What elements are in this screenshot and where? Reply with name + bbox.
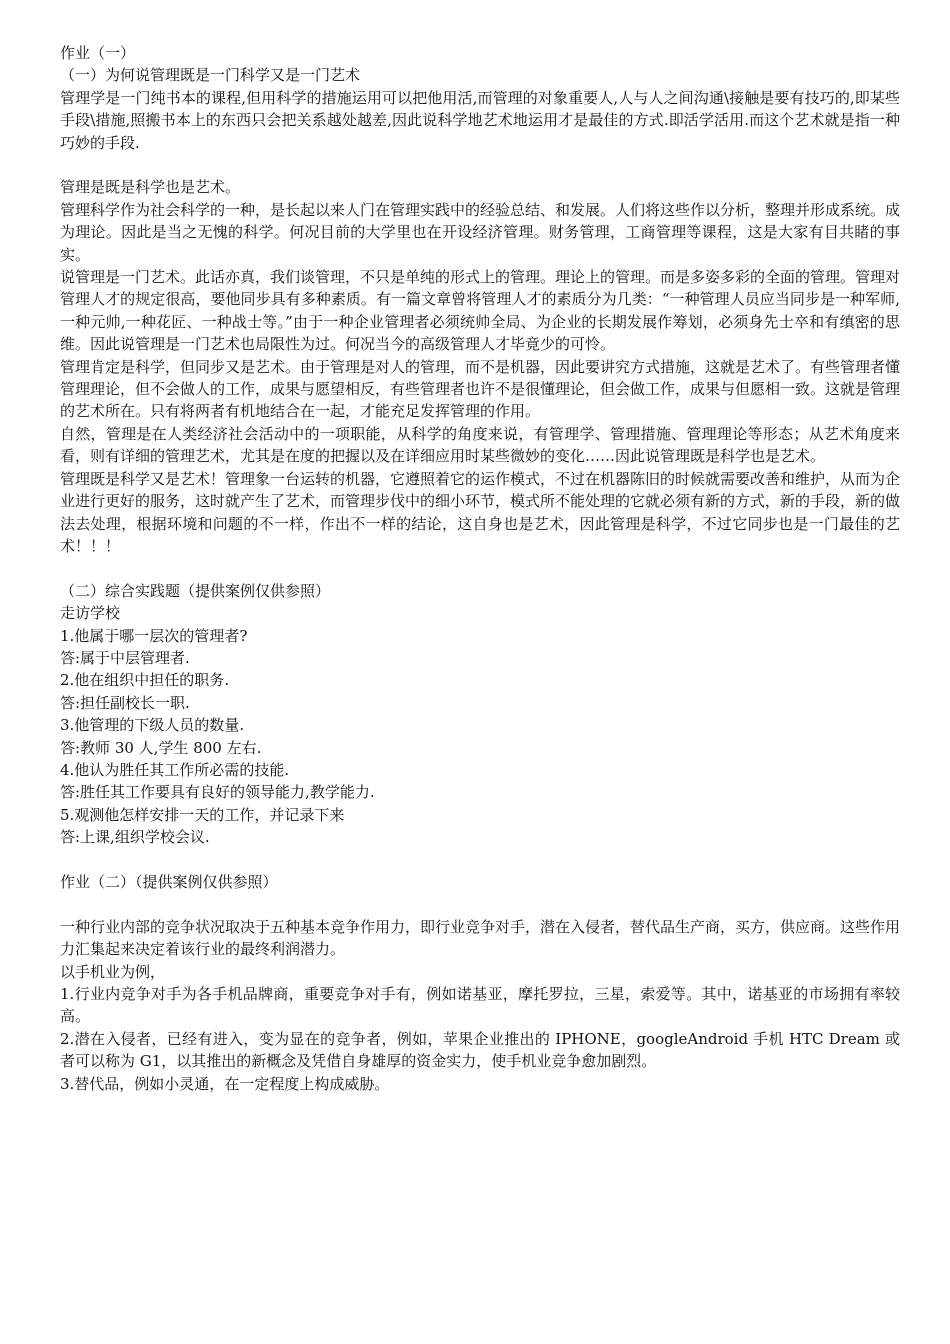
paragraph: 管理既是科学又是艺术！管理象一台运转的机器，它遵照着它的运作模式，不过在机器陈旧的时候就需要改善和维护，从而为企业进行更好的服务，这时就产生了艺术，而管理步伐中的细小环节，模式所不能处理的它就必须有新的方式，新的手段，新的做法去处理，根据环境和问题的不一样，作出不一样的结论，这自身也是艺术，因此管理是科学，不过它同步也是一门最佳的艺术！！！	[60, 469, 901, 555]
blank-line	[60, 154, 900, 176]
paragraph: 以手机业为例，	[60, 962, 166, 981]
homework-2-title: 作业（二）（提供案例仅供参照）	[60, 872, 278, 891]
paragraph: 一种行业内部的竞争状况取决于五种基本竞争作用力，即行业竞争对手，潜在入侵者，替代品生产商，买方，供应商。这些作用力汇集起来决定着该行业的最终利润潜力。	[60, 917, 901, 959]
paragraph: 2.潜在入侵者，已经有进入，变为显在的竞争者，例如，苹果企业推出的 IPHONE，googleAndroid 手机 HTC Dream 或者可以称为 G1，以其推出的新概念及凭借自身雄厚的资金实力，使手机业竞争愈加剧烈。	[60, 1029, 900, 1071]
homework-1-title: 作业（一）	[60, 44, 136, 62]
question-1-heading: （一）为何说管理既是一门科学又是一门艺术	[60, 66, 361, 85]
paragraph: 管理是既是科学也是艺术。	[60, 178, 241, 197]
paragraph: 管理科学作为社会科学的一种，是长起以来人门在管理实践中的经验总结、和发展。人们将这些作以分析，整理并形成系统。成为理论。因此是当之无愧的科学。何况目前的大学里也在开设经济管理。财务管理，工商管理等课程，这是大家有目共睹的事实。	[60, 200, 901, 264]
qa-answer: 答:上课,组织学校会议.	[60, 828, 210, 847]
qa-answer: 答:教师 30 人,学生 800 左右.	[60, 738, 262, 757]
section-label: 走访学校	[60, 604, 121, 623]
paragraph: 1.行业内竞争对手为各手机品牌商，重要竞争对手有，例如诺基亚，摩托罗拉，三星，索爱等。其中，诺基亚的市场拥有率较高。	[60, 985, 900, 1026]
qa-question: 3.他管理的下级人员的数量.	[60, 716, 245, 735]
paragraph: 说管理是一门艺术。此话亦真，我们谈管理，不只是单纯的形式上的管理。理论上的管理。而是多姿多彩的全面的管理。管理对管理人才的规定很高，要他同步具有多种素质。有一篇文章曾将管理人才的素质分为几类：“一种管理人员应当同步是一种军师,一种元帅,一种花匠、一种战士等。”由于一种企业管理者必须统帅全局、为企业的长期发展作筹划，必须身先士卒和有缜密的思维。因此说管理是一门艺术也局限性为过。何况当今的高级管理人才毕竟少的可怜。	[60, 268, 901, 354]
question-2-heading: （二）综合实践题（提供案例仅供参照）	[60, 581, 331, 600]
document-page	[60, 42, 900, 1095]
qa-answer: 答:属于中层管理者.	[60, 648, 190, 667]
qa-question: 1.他属于哪一层次的管理者?	[60, 626, 248, 645]
qa-question: 5.观测他怎样安排一天的工作，并记录下来	[60, 805, 345, 824]
paragraph: 管理肯定是科学，但同步又是艺术。由于管理是对人的管理，而不是机器，因此要讲究方式措施，这就是艺术了。有些管理者懂管理理论，但不会做人的工作，成果与愿望相反，有些管理者也许不是很懂理论，但会做工作，成果与但愿相一致。这就是管理的艺术所在。只有将两者有机地结合在一起，才能充足发挥管理的作用。	[60, 357, 901, 421]
blank-line	[60, 893, 900, 915]
blank-line	[60, 849, 900, 871]
qa-answer: 答:胜任其工作要具有良好的领导能力,教学能力.	[60, 783, 375, 802]
paragraph: 自然，管理是在人类经济社会活动中的一项职能，从科学的角度来说，有管理学、管理措施、管理理论等形态；从艺术角度来看，则有详细的管理艺术，尤其是在度的把握以及在详细应用时某些微妙的变化……因此说管理既是科学也是艺术。	[60, 424, 900, 466]
blank-line	[60, 557, 900, 579]
qa-question: 2.他在组织中担任的职务.	[60, 671, 230, 690]
qa-answer: 答:担任副校长一职.	[60, 693, 190, 712]
qa-question: 4.他认为胜任其工作所必需的技能.	[60, 760, 290, 779]
paragraph: 3.替代品，例如小灵通，在一定程度上构成威胁。	[60, 1074, 390, 1093]
paragraph: 管理学是一门纯书本的课程,但用科学的措施运用可以把他用活,而管理的对象重要人,人与人之间沟通\接触是要有技巧的,即某些手段\措施,照搬书本上的东西只会把关系越处越差,因此说科学地艺术地运用才是最佳的方式.即活学活用.而这个艺术就是指一种巧妙的手段.	[60, 88, 900, 152]
